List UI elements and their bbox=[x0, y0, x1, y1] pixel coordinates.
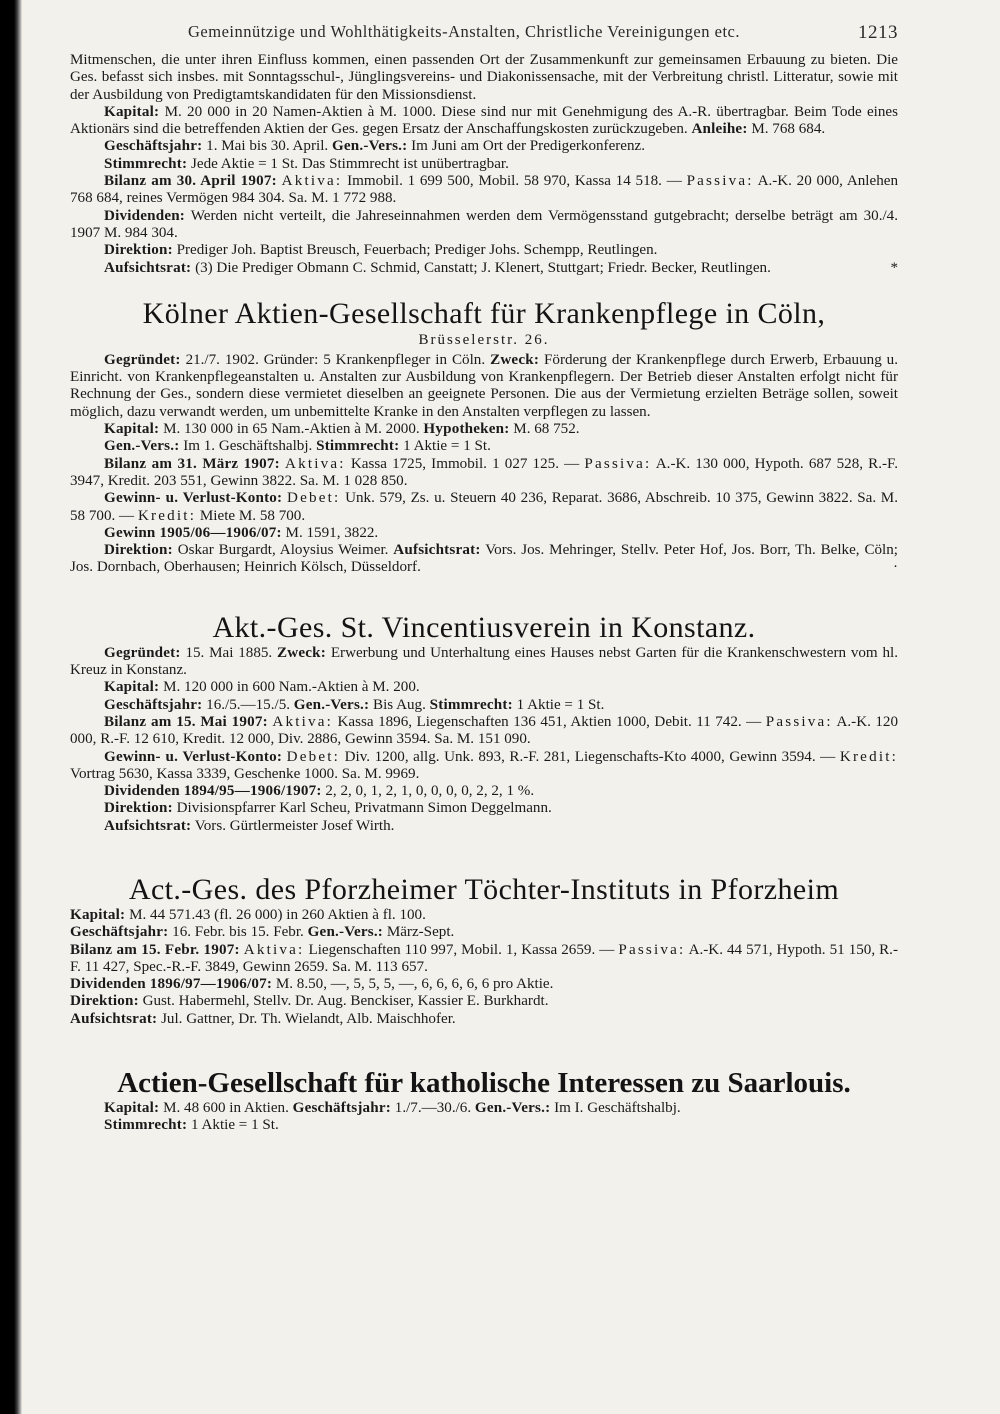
field-label: Direktion: bbox=[104, 242, 173, 259]
field-value: M. 20 000 in 20 Namen-Aktien à M. 1000. Diese sind nur mit Genehmigung des A.-R. übertragbar. Beim Tode eines Aktionärs sind die betreffenden Aktien der Ges. gegen Ersatz der Anschaffungskosten zurückzugeben. bbox=[70, 103, 898, 138]
gegruendet-paragraph bbox=[70, 645, 898, 680]
field-value: Passiva: bbox=[584, 455, 652, 472]
entry-address: Brüsselerstr. 26. bbox=[418, 331, 550, 348]
end-mark: * bbox=[890, 259, 898, 276]
gegruendet-paragraph bbox=[70, 352, 898, 421]
field-value: Immobil. 1 699 500, Mobil. 58 970, Kassa 14 518. — bbox=[347, 173, 682, 190]
direktion-paragraph bbox=[70, 993, 898, 1010]
kapital-paragraph bbox=[70, 104, 898, 139]
field-value: 1 Aktie = 1 St. bbox=[516, 696, 605, 713]
field-label: Kapital: bbox=[104, 679, 160, 696]
field-value: 15. Mai 1885. bbox=[185, 644, 273, 661]
bilanz-paragraph bbox=[70, 714, 898, 749]
field-label: Stimmrecht: bbox=[316, 438, 400, 455]
field-value: Debet: bbox=[286, 490, 341, 507]
field-label: Bilanz am 31. März 1907: bbox=[104, 455, 280, 472]
field-label: Aufsichtsrat: bbox=[70, 1010, 158, 1027]
field-label: Gewinn- u. Verlust-Konto: bbox=[104, 490, 283, 507]
dividenden-paragraph bbox=[70, 208, 898, 243]
field-label: Direktion: bbox=[70, 993, 139, 1010]
field-value: 21./7. 1902. Gründer: 5 Krankenpfleger in Cöln. bbox=[185, 351, 486, 368]
entry-title: Akt.-Ges. St. Vincentiusverein in Konstanz. bbox=[212, 610, 756, 644]
field-value: 1 Aktie = 1 St. bbox=[403, 438, 491, 455]
field-value: Div. 1200, allg. Unk. 893, R.-F. 281, Liegenschafts-Kto 4000, Gewinn 3594. — bbox=[344, 748, 836, 765]
dividenden-paragraph bbox=[70, 976, 898, 993]
field-value: Prediger Joh. Baptist Breusch, Feuerbach; Prediger Johs. Schempp, Reutlingen. bbox=[176, 242, 658, 259]
field-value: Werden nicht verteilt, die Jahreseinnahmen werden dem Vermögensstand gutgebracht; derselbe beträgt am 30./4. 1907 M. 984 304. bbox=[70, 207, 898, 241]
running-header bbox=[70, 22, 898, 52]
field-label: Gen.-Vers.: bbox=[293, 696, 370, 713]
field-label: Gegründet: bbox=[104, 644, 181, 661]
kapital-paragraph bbox=[70, 907, 898, 924]
field-label: Gen.-Vers.: bbox=[307, 924, 384, 941]
field-value: Divisionspfarrer Karl Scheu, Privatmann Simon Deggelmann. bbox=[176, 800, 552, 817]
field-value: Im Juni am Ort der Predigerkonferenz. bbox=[411, 138, 646, 155]
field-label: Kapital: bbox=[70, 906, 126, 923]
kapital-paragraph bbox=[70, 679, 898, 696]
field-value: 16. Febr. bis 15. Febr. bbox=[172, 924, 304, 941]
field-label: Bilanz am 15. Febr. 1907: bbox=[70, 941, 240, 958]
field-label: Gen.-Vers.: bbox=[474, 1100, 551, 1117]
entry-title: Kölner Aktien-Gesellschaft für Krankenpflege in Cöln, bbox=[142, 296, 826, 330]
field-label: Stimmrecht: bbox=[429, 696, 513, 713]
field-value: Kassa 1725, Immobil. 1 027 125. — bbox=[350, 455, 580, 472]
field-value: Aktiva: bbox=[285, 455, 346, 472]
guv-paragraph bbox=[70, 490, 898, 525]
field-value: Oskar Burgardt, Aloysius Weimer. bbox=[177, 542, 389, 559]
field-value: (3) Die Prediger Obmann C. Schmid, Canstatt; J. Klenert, Stuttgart; Friedr. Becker, Reutlingen. bbox=[195, 259, 771, 276]
running-title: Gemeinnützige und Wohlthätigkeits-Anstalten, Christliche Vereinigungen etc. bbox=[188, 22, 740, 41]
field-value: Debet: bbox=[286, 748, 341, 765]
aufsichtsrat-paragraph bbox=[70, 818, 898, 835]
field-label: Direktion: bbox=[104, 542, 173, 559]
entry-title: Act.-Ges. des Pforzheimer Töchter-Instituts in Pforzheim bbox=[128, 872, 840, 906]
field-label: Geschäftsjahr: bbox=[70, 924, 169, 941]
intro-paragraph bbox=[70, 52, 898, 104]
entry-vincentiusverein bbox=[70, 611, 898, 835]
field-label: Anleihe: bbox=[691, 121, 748, 138]
field-value: M. 44 571.43 (fl. 26 000) in 260 Aktien à fl. 100. bbox=[129, 906, 426, 923]
scan-edge bbox=[0, 0, 22, 1414]
bilanz-paragraph bbox=[70, 456, 898, 491]
dividenden-paragraph bbox=[70, 783, 898, 800]
field-value: 1./7.—30./6. bbox=[394, 1100, 472, 1117]
field-label: Gewinn 1905/06—1906/07: bbox=[104, 524, 282, 541]
field-value: Gust. Habermehl, Stellv. Dr. Aug. Benckiser, Kassier E. Burkhardt. bbox=[142, 993, 549, 1010]
field-value: Bis Aug. bbox=[373, 696, 426, 713]
field-label: Hypotheken: bbox=[423, 421, 510, 438]
field-value: Vors. Gürtlermeister Josef Wirth. bbox=[194, 817, 395, 834]
kapital-paragraph bbox=[70, 1100, 898, 1117]
field-value: M. 8.50, —, 5, 5, 5, —, 6, 6, 6, 6, 6 pro Aktie. bbox=[275, 976, 554, 993]
field-label: Kapital: bbox=[104, 103, 160, 120]
field-value: A.-K. 44 571, Hypoth. 51 150, R.-F. 11 427, Spec.-R.-F. 3849, Gewinn 2659. Sa. M. 113 657. bbox=[70, 941, 898, 975]
field-label: Geschäftsjahr: bbox=[292, 1100, 392, 1117]
field-value: Miete M. 58 700. bbox=[199, 507, 306, 524]
field-label: Gegründet: bbox=[104, 351, 181, 368]
bilanz-paragraph bbox=[70, 942, 898, 977]
stimmrecht-paragraph bbox=[70, 1117, 898, 1134]
kapital-paragraph bbox=[70, 421, 898, 438]
field-value: 2, 2, 0, 1, 2, 1, 0, 0, 0, 0, 2, 2, 1 %. bbox=[325, 783, 535, 800]
geschaeftsjahr-paragraph bbox=[70, 138, 898, 155]
bilanz-paragraph bbox=[70, 173, 898, 208]
field-value: Aktiva: bbox=[243, 941, 305, 958]
field-value: A.-K. 130 000, Hypoth. 687 528, R.-F. 3947, Kredit. 203 551, Gewinn 3822. Sa. M. 1 028 850. bbox=[70, 455, 898, 489]
field-label: Dividenden: bbox=[104, 207, 186, 224]
field-label: Stimmrecht: bbox=[104, 155, 188, 172]
field-value: Unk. 579, Zs. u. Steuern 40 236, Reparat. 3686, Abschreib. 10 375, Gewinn 3822. Sa. M. 58 700. — bbox=[70, 490, 899, 524]
field-value: Vors. Jos. Mehringer, Stellv. Peter Hof, Jos. Borr, Th. Belke, Cöln; Jos. Dornbach, Oberhausen; Heinrich Kölsch, Düsseldorf. bbox=[70, 542, 898, 576]
guv-paragraph bbox=[70, 749, 898, 784]
field-label: Geschäftsjahr: bbox=[104, 696, 203, 713]
field-value: Vortrag 5630, Kassa 3339, Geschenke 1000. Sa. M. 9969. bbox=[70, 765, 420, 782]
field-value: Liegenschaften 110 997, Mobil. 1, Kassa 2659. — bbox=[308, 941, 615, 958]
field-label: Kapital: bbox=[104, 1100, 160, 1117]
field-value: Mitmenschen, die unter ihren Einfluss kommen, einen passenden Ort der Zusammenkunft zur gemeinsamen Erbauung zu bieten. Die Ges. befasst sich insbes. mit Sonntagsschul-, Jünglingsvereins- und Diakonissensache, mit der Verbreitung christl. Litteratur, sowie mit der Ausbildung von Predigtamtskandidaten für den Missionsdienst. bbox=[70, 52, 898, 103]
direktion-paragraph bbox=[70, 242, 898, 259]
stimmrecht-paragraph bbox=[70, 156, 898, 173]
field-value: Jul. Gattner, Dr. Th. Wielandt, Alb. Maischhofer. bbox=[161, 1010, 456, 1027]
geschaeftsjahr-paragraph bbox=[70, 697, 898, 714]
entry-katholische-interessen-saarlouis bbox=[70, 1066, 898, 1135]
field-label: Bilanz am 30. April 1907: bbox=[104, 173, 277, 190]
direktion-paragraph bbox=[70, 542, 898, 577]
field-value: Kassa 1896, Liegenschaften 136 451, Aktien 1000, Debit. 11 742. — bbox=[337, 713, 762, 730]
field-value: Aktiva: bbox=[272, 713, 334, 730]
aufsichtsrat-paragraph bbox=[70, 260, 898, 277]
entry-title: Actien-Gesellschaft für katholische Interessen zu Saarlouis. bbox=[117, 1067, 851, 1100]
gewinn-paragraph bbox=[70, 525, 898, 542]
geschaeftsjahr-paragraph bbox=[70, 924, 898, 941]
field-value: Passiva: bbox=[618, 941, 686, 958]
field-value: A.-K. 20 000, Anlehen 768 684, reines Vermögen 984 304. Sa. M. 1 772 988. bbox=[70, 173, 898, 207]
field-value: 1 Aktie = 1 St. bbox=[191, 1117, 279, 1134]
field-value: M. 1591, 3822. bbox=[285, 524, 379, 541]
field-value: Passiva: bbox=[686, 173, 754, 190]
field-label: Aufsichtsrat: bbox=[393, 542, 481, 559]
entry-continued bbox=[70, 52, 898, 277]
direktion-paragraph bbox=[70, 800, 898, 817]
field-value: Aktiva: bbox=[281, 173, 343, 190]
field-label: Dividenden 1894/95—1906/1907: bbox=[104, 783, 322, 800]
field-label: Gen.-Vers.: bbox=[331, 138, 408, 155]
field-label: Kapital: bbox=[104, 421, 160, 438]
genvers-paragraph bbox=[70, 438, 898, 455]
field-value: 16./5.—15./5. bbox=[206, 696, 291, 713]
field-label: Gewinn- u. Verlust-Konto: bbox=[104, 748, 283, 765]
field-value: M. 130 000 in 65 Nam.-Aktien à M. 2000. bbox=[163, 421, 420, 438]
field-label: Stimmrecht: bbox=[104, 1117, 188, 1134]
page-number: 1213 bbox=[858, 22, 898, 43]
field-value: Passiva: bbox=[765, 713, 833, 730]
field-value: Kredit: bbox=[839, 748, 898, 765]
field-label: Direktion: bbox=[104, 800, 173, 817]
field-label: Gen.-Vers.: bbox=[104, 438, 180, 455]
field-value: März-Sept. bbox=[386, 924, 455, 941]
field-label: Aufsichtsrat: bbox=[104, 817, 192, 834]
field-value: M. 120 000 in 600 Nam.-Aktien à M. 200. bbox=[163, 679, 420, 696]
field-label: Geschäftsjahr: bbox=[104, 138, 203, 155]
field-value: Im 1. Geschäftshalbj. bbox=[183, 438, 313, 455]
field-value: A.-K. 120 000, R.-F. 12 610, Kredit. 12 000, Div. 2886, Gewinn 3594. Sa. M. 151 090. bbox=[70, 713, 899, 748]
field-value: Jede Aktie = 1 St. Das Stimmrecht ist unübertragbar. bbox=[191, 155, 509, 172]
aufsichtsrat-paragraph bbox=[70, 1011, 898, 1028]
field-value: M. 68 752. bbox=[513, 421, 580, 438]
field-label: Zweck: bbox=[490, 351, 540, 368]
field-value: Erwerbung und Unterhaltung eines Hauses nebst Garten für die Krankenschwestern vom hl. Kreuz in Konstanz. bbox=[70, 644, 898, 679]
field-value: Förderung der Krankenpflege durch Erwerb, Erbauung u. Einricht. von Krankenpflegeanstalten u. Anstalten zur Ausbildung von Krankenpflegern. Der Betrieb dieser Anstalten erfolgt nicht für Rechnung der Ges., sondern diese vermietet dieselben an geeignete Personen. Die aus der Vermietung erzielten Beträge sollen, soweit möglich, dazu verwandt werden, um unbemittelte Kranke in den Anstalten verpflegen zu lassen. bbox=[70, 351, 898, 420]
end-mark: · bbox=[892, 559, 898, 576]
field-label: Bilanz am 15. Mai 1907: bbox=[104, 713, 268, 730]
field-value: 1. Mai bis 30. April. bbox=[206, 138, 329, 155]
field-value: M. 768 684. bbox=[751, 121, 826, 138]
field-value: Im I. Geschäftshalbj. bbox=[554, 1100, 681, 1117]
entry-pforzheimer-toechter-institut bbox=[70, 873, 898, 1028]
field-label: Zweck: bbox=[277, 644, 327, 661]
document-page bbox=[70, 22, 898, 1135]
field-label: Aufsichtsrat: bbox=[104, 259, 192, 276]
field-value: Kredit: bbox=[137, 507, 197, 524]
field-label: Dividenden 1896/97—1906/07: bbox=[70, 976, 273, 993]
field-value: M. 48 600 in Aktien. bbox=[163, 1100, 289, 1117]
entry-koelner-krankenpflege bbox=[70, 297, 898, 577]
